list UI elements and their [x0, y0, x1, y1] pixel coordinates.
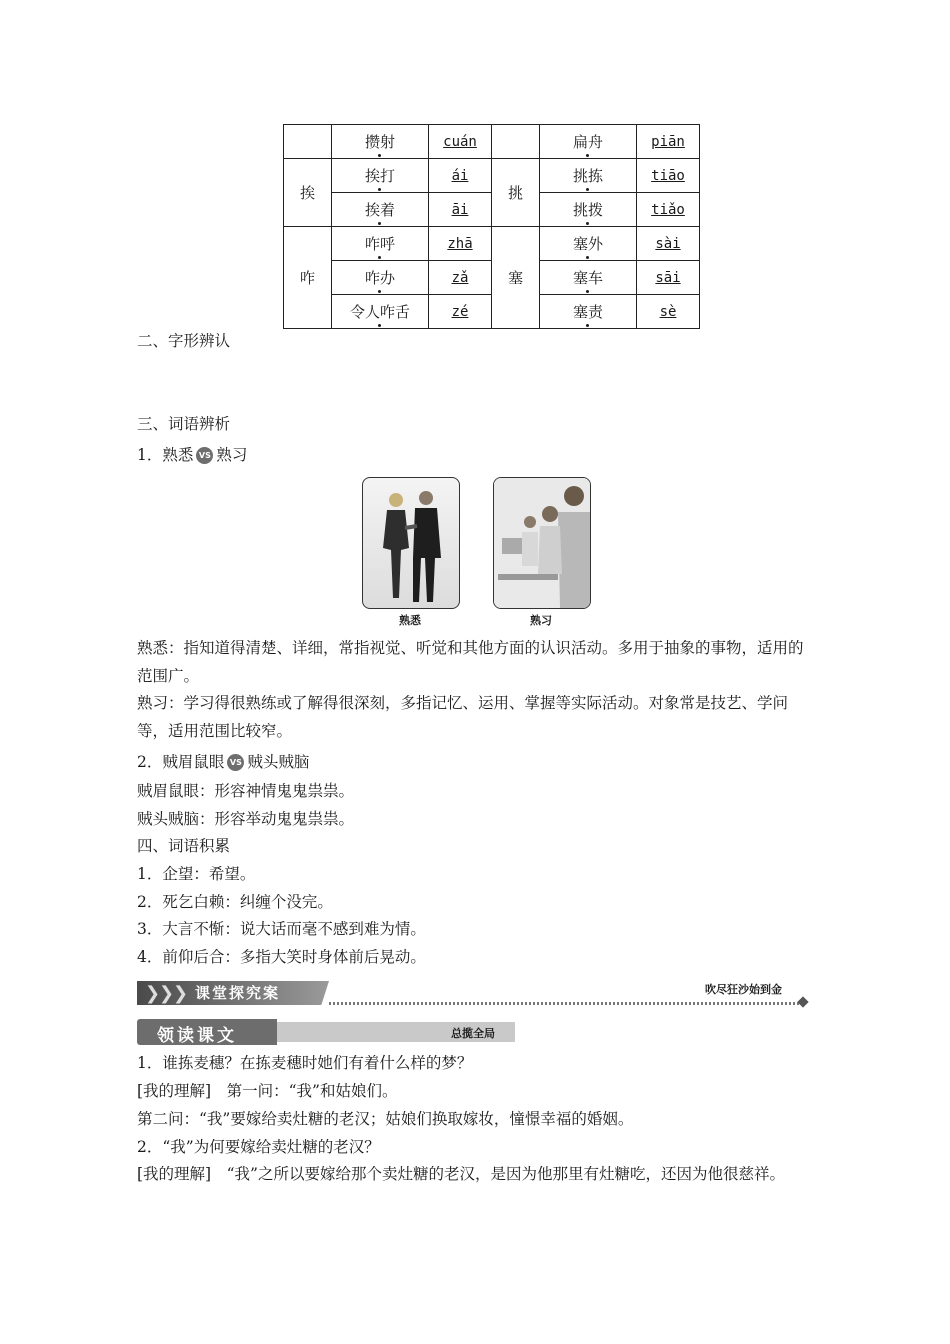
compare-item-1: 1．熟悉 VS 熟习 [137, 446, 248, 464]
group-char: 塞 [492, 227, 540, 329]
section-banner-classroom [137, 979, 813, 1007]
image-caption-right: 熟习 [530, 614, 552, 627]
pronunciation-table [283, 124, 700, 329]
answer: [我的理解] “我”之所以要嫁给那个卖灶糖的老汉，是因为他那里有灶糖吃，还因为他很慈祥。 [137, 1165, 785, 1183]
chevron-right-icon: ❯ [173, 983, 189, 1004]
group-char: 挑 [492, 159, 540, 227]
banner-title: 领读课文 [157, 1026, 237, 1046]
question: 2．“我”为何要嫁给卖灶糖的老汉？ [137, 1138, 380, 1156]
table-word: 挑拣 [572, 167, 603, 185]
list-item: 1．企望：希望。 [137, 865, 256, 883]
table-pinyin: sè [659, 303, 677, 320]
table-word: 挑拨 [572, 201, 603, 219]
group-char-empty [492, 125, 540, 159]
computer-class-image [493, 477, 591, 609]
diamond-icon [797, 996, 808, 1007]
table-word: 塞外 [572, 235, 603, 253]
group-char-empty [284, 125, 332, 159]
definition-line: 贼头贼脑：形容举动鬼鬼祟祟。 [137, 810, 355, 828]
list-item: 3．大言不惭：说大话而毫不感到难为情。 [137, 920, 426, 938]
list-item: 4．前仰后合：多指大笑时身体前后晃动。 [137, 948, 426, 966]
table-pinyin: cuán [443, 133, 477, 150]
table-word: 挨打 [364, 167, 395, 185]
vs-badge: VS [196, 447, 213, 464]
vs-badge: VS [227, 754, 244, 771]
table-pinyin: zǎ [451, 269, 469, 286]
section-heading-3: 三、词语辨析 [137, 415, 231, 433]
group-char: 挨 [284, 159, 332, 227]
section-banner-reading [137, 1019, 515, 1045]
table-word: 塞责 [572, 303, 603, 321]
answer: [我的理解] 第一问：“我”和姑娘们。 [137, 1082, 398, 1100]
group-char: 咋 [284, 227, 332, 329]
table-pinyin: sāi [655, 269, 681, 286]
compare-item-2: 2．贼眉鼠眼 VS 贼头贼脑 [137, 753, 310, 771]
chevron-right-icon: ❯ [145, 983, 161, 1004]
table-word: 塞车 [572, 269, 603, 287]
table-word: 咋呼 [364, 235, 395, 253]
answer: 第二问：“我”要嫁给卖灶糖的老汉；姑娘们换取嫁妆，憧憬幸福的婚姻。 [137, 1110, 634, 1128]
banner-slogan: 吹尽狂沙始到金 [705, 983, 782, 996]
definition-line: 贼眉鼠眼：形容神情鬼鬼祟祟。 [137, 782, 355, 800]
table-word: 令人咋舌 [349, 303, 410, 321]
banner-title: 课堂探究案 [195, 984, 281, 1002]
image-caption-left: 熟悉 [399, 614, 421, 627]
table-word: 咋办 [364, 269, 395, 287]
chevron-right-icon: ❯ [159, 983, 175, 1004]
table-pinyin: zé [451, 303, 469, 320]
definition-paragraph: 熟悉：指知道得清楚、详细，常指视觉、听觉和其他方面的认识活动。多用于抽象的事物，适用的范围广。 [137, 639, 804, 685]
question: 1．谁拣麦穗？在拣麦穗时她们有着什么样的梦？ [137, 1054, 473, 1072]
table-pinyin: zhā [447, 235, 473, 252]
section-heading-2: 二、字形辨认 [137, 332, 231, 350]
list-item: 2．死乞白赖：纠缠个没完。 [137, 893, 333, 911]
table-pinyin: sài [655, 235, 681, 252]
table-pinyin: tiāo [651, 167, 685, 184]
definition-paragraph: 熟习：学习得很熟练或了解得很深刻，多指记忆、运用、掌握等实际活动。对象常是技艺、学问等，适用范围比较窄。 [137, 694, 789, 740]
table-word: 扁舟 [572, 133, 603, 151]
handshake-image [362, 477, 460, 609]
table-pinyin: piān [651, 133, 685, 150]
section-heading-4: 四、词语积累 [137, 837, 231, 855]
table-pinyin: tiǎo [651, 201, 685, 218]
table-pinyin: ái [451, 167, 469, 184]
table-pinyin: āi [451, 201, 469, 218]
table-word: 挨着 [364, 201, 395, 219]
table-word: 攒射 [364, 133, 395, 151]
banner-subtitle: 总揽全局 [451, 1027, 495, 1040]
